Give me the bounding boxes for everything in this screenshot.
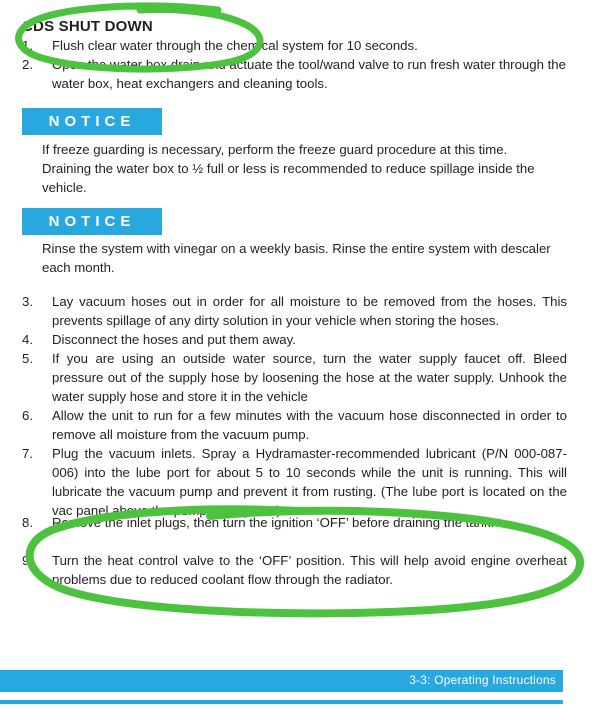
list-item-text: Lay vacuum hoses out in order for all moisture to be removed from the hoses. This prevents spillage of any dirty solution in your vehicle when storing the hoses. [52, 294, 567, 328]
list-item [22, 513, 567, 532]
list-item-number: 3. [22, 294, 33, 309]
list-item-text: Remove the inlet plugs, then turn the ignition ‘OFF’ before draining the tank. [52, 515, 495, 530]
list-item-number: 5. [22, 351, 33, 366]
list-item [22, 55, 567, 93]
footer-rule [0, 700, 563, 704]
list-item [22, 330, 567, 349]
list-item-number: 8. [22, 515, 33, 530]
list-item-number: 6. [22, 408, 33, 423]
list-item-text: Flush clear water through the chemical system for 10 seconds. [52, 38, 418, 53]
footer-text: 3-3: Operating Instructions [409, 673, 556, 687]
list-item-number: 1. [22, 38, 33, 53]
list-item [22, 36, 567, 55]
list-item-number: 7. [22, 446, 33, 461]
page-title: CDS SHUT DOWN [22, 18, 153, 35]
list-item [22, 551, 567, 589]
list-item-text: Open the water box drain and actuate the tool/wand valve to run fresh water through the water box, heat exchangers and cleaning tools. [52, 57, 566, 91]
notice-banner: NOTICE [22, 208, 162, 235]
list-item-number: 9. [22, 553, 33, 568]
list-item-text: Turn the heat control valve to the ‘OFF’ position. This will help avoid engine overheat problems due to reduced coolant flow through the radiator. [52, 553, 567, 587]
notice-body: If freeze guarding is necessary, perform the freeze guard procedure at this time. Draining the water box to ½ full or less is recommended to reduce spillage inside the vehicle. [42, 142, 535, 195]
notice-banner: NOTICE [22, 108, 162, 135]
list-item-text: Plug the vacuum inlets. Spray a Hydramaster-recommended lubricant (P/N 000-087-006) into the lube port for about 5 to 10 seconds while the unit is running. This will lubricate the vacuum pump and prevent it from rusting. (The lube port is located on the vac panel above the pump sight glass.) [52, 446, 567, 518]
notice-body: Rinse the system with vinegar on a weekly basis. Rinse the entire system with descaler each month. [42, 241, 551, 275]
list-item-number: 4. [22, 332, 33, 347]
list-item-text: If you are using an outside water source, turn the water supply faucet off. Bleed pressure out of the supply hose by loosening the hose at the water supply. Unhook the water supply hose and store it in the vehicle [52, 351, 567, 404]
list-item [22, 406, 567, 444]
list-item [22, 349, 567, 406]
list-item-number: 2. [22, 57, 33, 72]
list-item-text: Allow the unit to run for a few minutes with the vacuum hose disconnected in order to remove all moisture from the vacuum pump. [52, 408, 567, 442]
list-item-text: Disconnect the hoses and put them away. [52, 332, 296, 347]
list-item [22, 444, 567, 520]
list-item [22, 292, 567, 330]
